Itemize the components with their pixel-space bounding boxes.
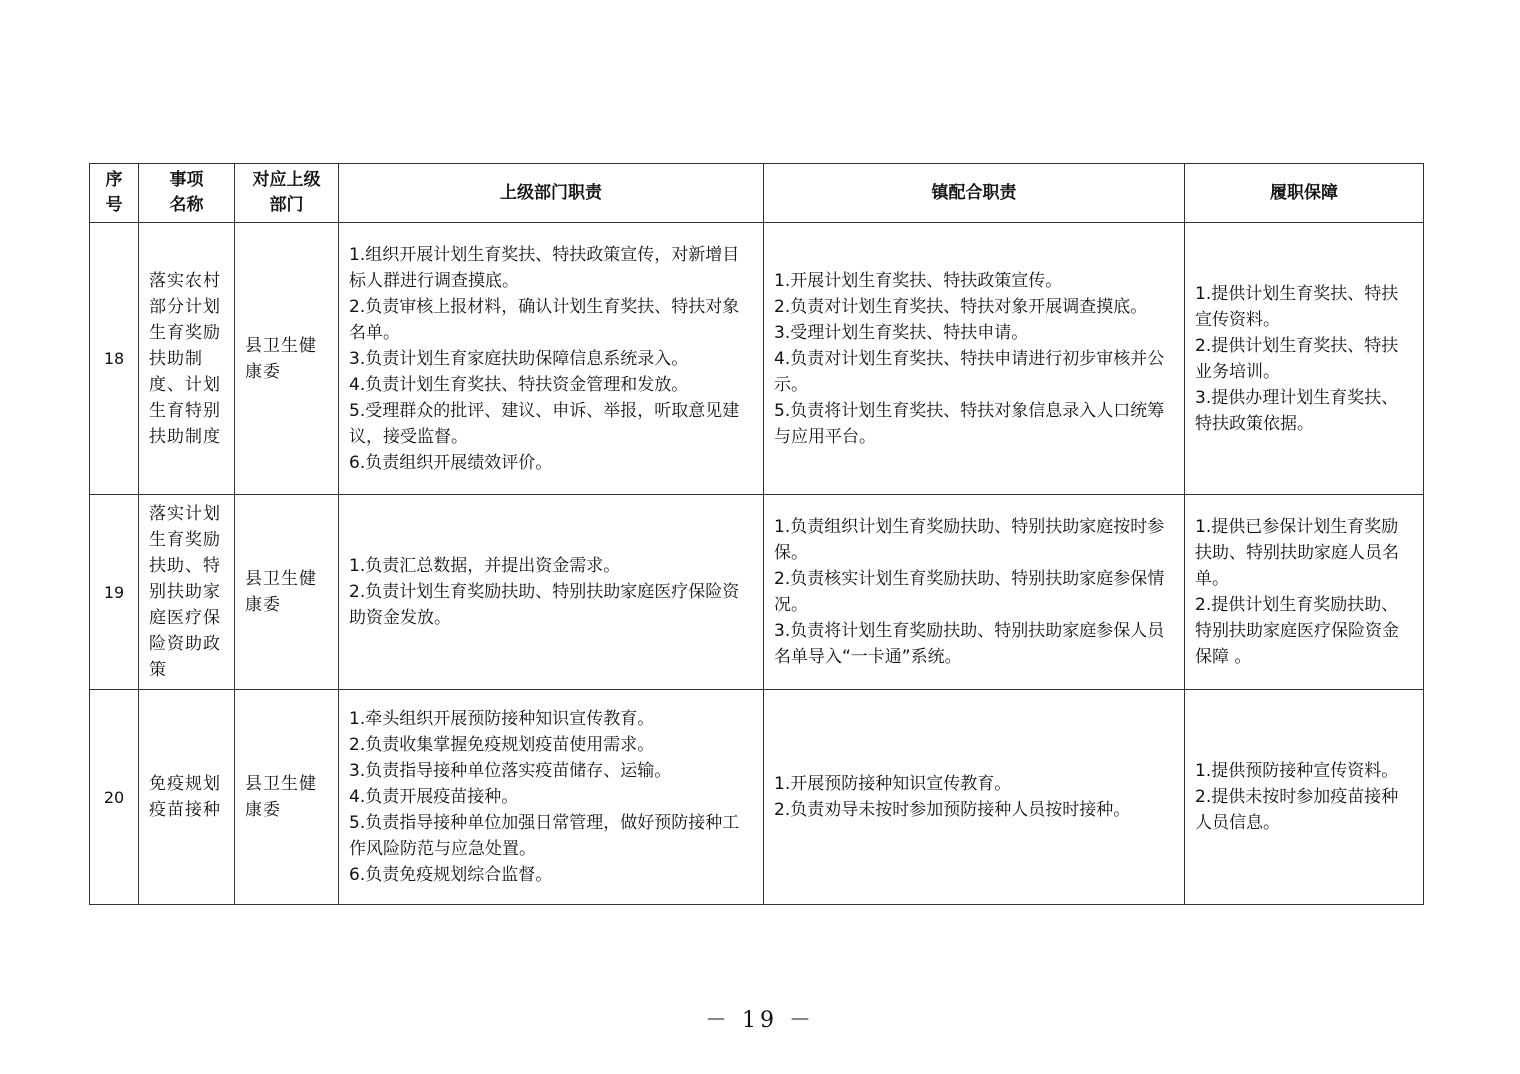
list-item: 1.提供计划生育奖扶、特扶宣传资料。 [1195, 283, 1399, 330]
row-item-name: 落实农村部分计划生育奖励扶助制度、计划生育特别扶助制度 [139, 223, 235, 495]
row-guarantee [1185, 495, 1424, 690]
row-seq: 20 [90, 690, 139, 905]
list-item: 5.负责将计划生育奖扶、特扶对象信息录入人口统筹与应用平台。 [774, 400, 1165, 447]
header-town-duty: 镇配合职责 [764, 164, 1185, 223]
list-item: 3.负责指导接种单位落实疫苗储存、运输。 [349, 761, 672, 781]
list-item: 2.负责对计划生育奖扶、特扶对象开展调查摸底。 [774, 296, 1148, 317]
list-item: 1.负责组织计划生育奖励扶助、特别扶助家庭按时参保。 [774, 517, 1165, 563]
row-upper-duty [339, 690, 764, 905]
row-upper-duty [339, 495, 764, 690]
row-dept: 县卫生健康委 [235, 223, 339, 495]
list-item: 2.负责劝导未按时参加预防接种人员按时接种。 [774, 800, 1131, 820]
row-seq: 19 [90, 495, 139, 690]
list-item: 2.提供计划生育奖扶、特扶业务培训。 [1195, 335, 1399, 382]
list-item: 1.组织开展计划生育奖扶、特扶政策宣传，对新增目标人群进行调查摸底。 [349, 244, 740, 291]
list-item: 3.提供办理计划生育奖扶、特扶政策依据。 [1195, 387, 1399, 434]
list-item: 2.负责核实计划生育奖励扶助、特别扶助家庭参保情况。 [774, 569, 1165, 615]
list-item: 6.负责组织开展绩效评价。 [349, 452, 553, 473]
row-dept: 县卫生健康委 [235, 495, 339, 690]
list-item: 2.负责审核上报材料，确认计划生育奖扶、特扶对象名单。 [349, 296, 740, 343]
duty-table [89, 163, 1424, 905]
list-item: 2.负责计划生育奖励扶助、特别扶助家庭医疗保险资助资金发放。 [349, 582, 740, 628]
table-row [90, 690, 1424, 905]
list-item: 1.开展预防接种知识宣传教育。 [774, 774, 1012, 794]
list-item: 3.负责将计划生育奖励扶助、特别扶助家庭参保人员名单导入“一卡通”系统。 [774, 621, 1165, 667]
list-item: 6.负责免疫规划综合监督。 [349, 865, 553, 885]
table-header-row [90, 164, 1424, 223]
row-guarantee [1185, 223, 1424, 495]
list-item: 1.提供预防接种宣传资料。 [1195, 761, 1399, 781]
page-number: － 19 － [705, 1008, 815, 1033]
table-row [90, 223, 1424, 495]
list-item: 4.负责对计划生育奖扶、特扶申请进行初步审核并公示。 [774, 348, 1165, 395]
list-item: 1.提供已参保计划生育奖励扶助、特别扶助家庭人员名单。 [1195, 517, 1399, 589]
row-town-duty [764, 495, 1185, 690]
header-upper-duty: 上级部门职责 [339, 164, 764, 223]
row-town-duty [764, 223, 1185, 495]
header-seq: 序 号 [90, 164, 139, 223]
header-item-name: 事项 名称 [139, 164, 235, 223]
row-town-duty [764, 690, 1185, 905]
list-item: 5.负责指导接种单位加强日常管理，做好预防接种工作风险防范与应急处置。 [349, 813, 740, 859]
row-guarantee [1185, 690, 1424, 905]
header-guarantee: 履职保障 [1185, 164, 1424, 223]
list-item: 2.负责收集掌握免疫规划疫苗使用需求。 [349, 735, 655, 755]
row-item-name: 免疫规划疫苗接种 [139, 690, 235, 905]
table-row [90, 495, 1424, 690]
list-item: 2.提供未按时参加疫苗接种人员信息。 [1195, 787, 1399, 833]
list-item: 4.负责开展疫苗接种。 [349, 787, 519, 807]
list-item: 1.负责汇总数据，并提出资金需求。 [349, 556, 621, 576]
list-item: 1.牵头组织开展预防接种知识宣传教育。 [349, 709, 655, 729]
row-dept: 县卫生健康委 [235, 690, 339, 905]
list-item: 1.开展计划生育奖扶、特扶政策宣传。 [774, 270, 1063, 291]
row-seq: 18 [90, 223, 139, 495]
list-item: 5.受理群众的批评、建议、申诉、举报，听取意见建议，接受监督。 [349, 400, 740, 447]
list-item: 3.受理计划生育奖扶、特扶申请。 [774, 322, 1029, 343]
row-item-name: 落实计划生育奖励扶助、特别扶助家庭医疗保险资助政策 [139, 495, 235, 690]
row-upper-duty [339, 223, 764, 495]
list-item: 2.提供计划生育奖励扶助、特别扶助家庭医疗保险资金保障 。 [1195, 595, 1399, 667]
list-item: 3.负责计划生育家庭扶助保障信息系统录入。 [349, 348, 689, 369]
list-item: 4.负责计划生育奖扶、特扶资金管理和发放。 [349, 374, 689, 395]
header-upper-dept: 对应上级 部门 [235, 164, 339, 223]
